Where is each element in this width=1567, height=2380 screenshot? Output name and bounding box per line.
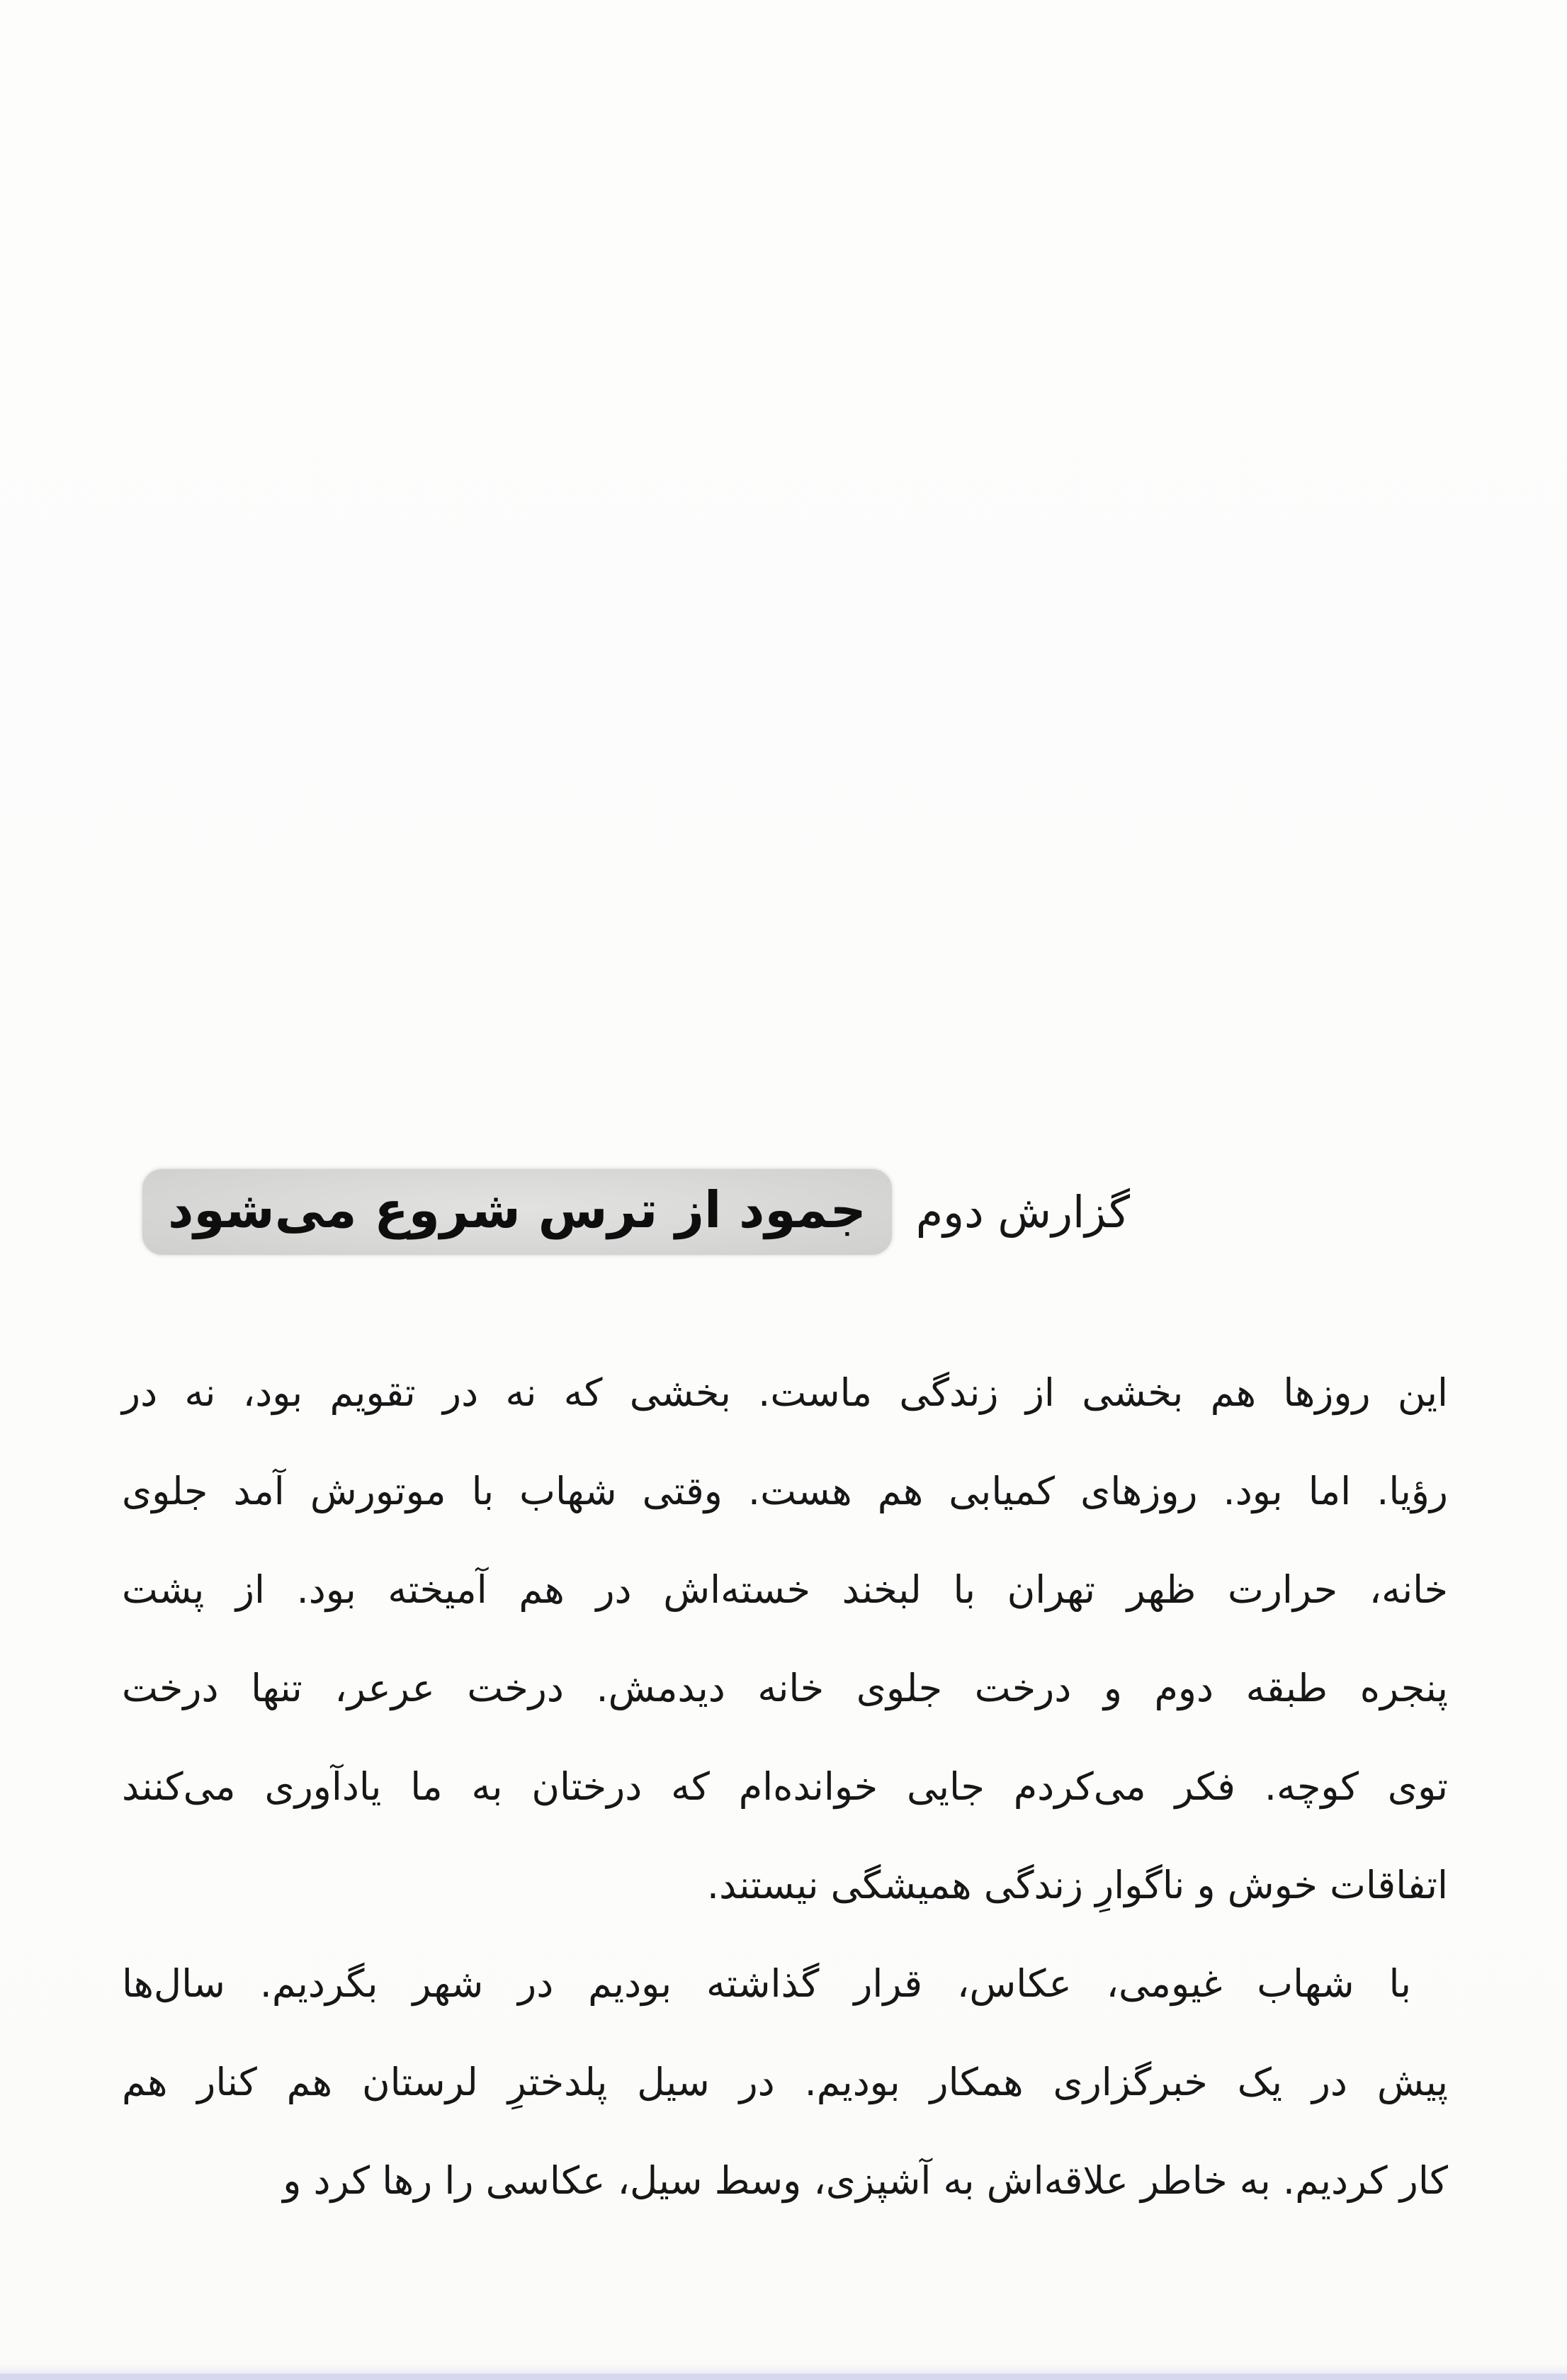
text-line: توی کوچه. فکر می‌کردم جایی خوانده‌ام که درختان به ما یادآوری می‌کنند [122,1764,1448,1809]
text-line: کار کردیم. به خاطر علاقه‌اش به آشپزی، وسط سیل، عکاسی را رها کرد و [283,2158,1448,2203]
body-text-block [122,1343,1448,2230]
text-line-paragraph-start: با شهاب غیومی، عکاس، قرار گذاشته بودیم در شهر بگردیم. سال‌ها [122,1961,1411,2006]
chapter-number-label: گزارش دوم [915,1185,1130,1238]
chapter-title-highlight: جمود از ترس شروع می‌شود [142,1169,892,1255]
chapter-heading [167,1155,1130,1268]
text-line: پنجره طبقه دوم و درخت جلوی خانه دیدمش. درخت عرعر، تنها درخت [122,1666,1448,1710]
text-line: پیش در یک خبرگزاری همکار بودیم. در سیل پلدخترِ لرستان هم کنار هم [122,2060,1448,2104]
scan-edge-strip [0,2374,1567,2380]
text-line: این روزها هم بخشی از زندگی ماست. بخشی که نه در تقویم بود، نه در [122,1370,1448,1415]
text-line-paragraph-end: اتفاقات خوش و ناگوارِ زندگی همیشگی نیستند. [706,1863,1448,1907]
text-line: خانه، حرارت ظهر تهران با لبخند خسته‌اش در هم آمیخته بود. از پشت [122,1567,1448,1612]
text-line: رؤیا. اما بود. روزهای کمیابی هم هست. وقتی شهاب با موتورش آمد جلوی [122,1469,1448,1513]
scan-edge-fade [0,2364,1567,2374]
